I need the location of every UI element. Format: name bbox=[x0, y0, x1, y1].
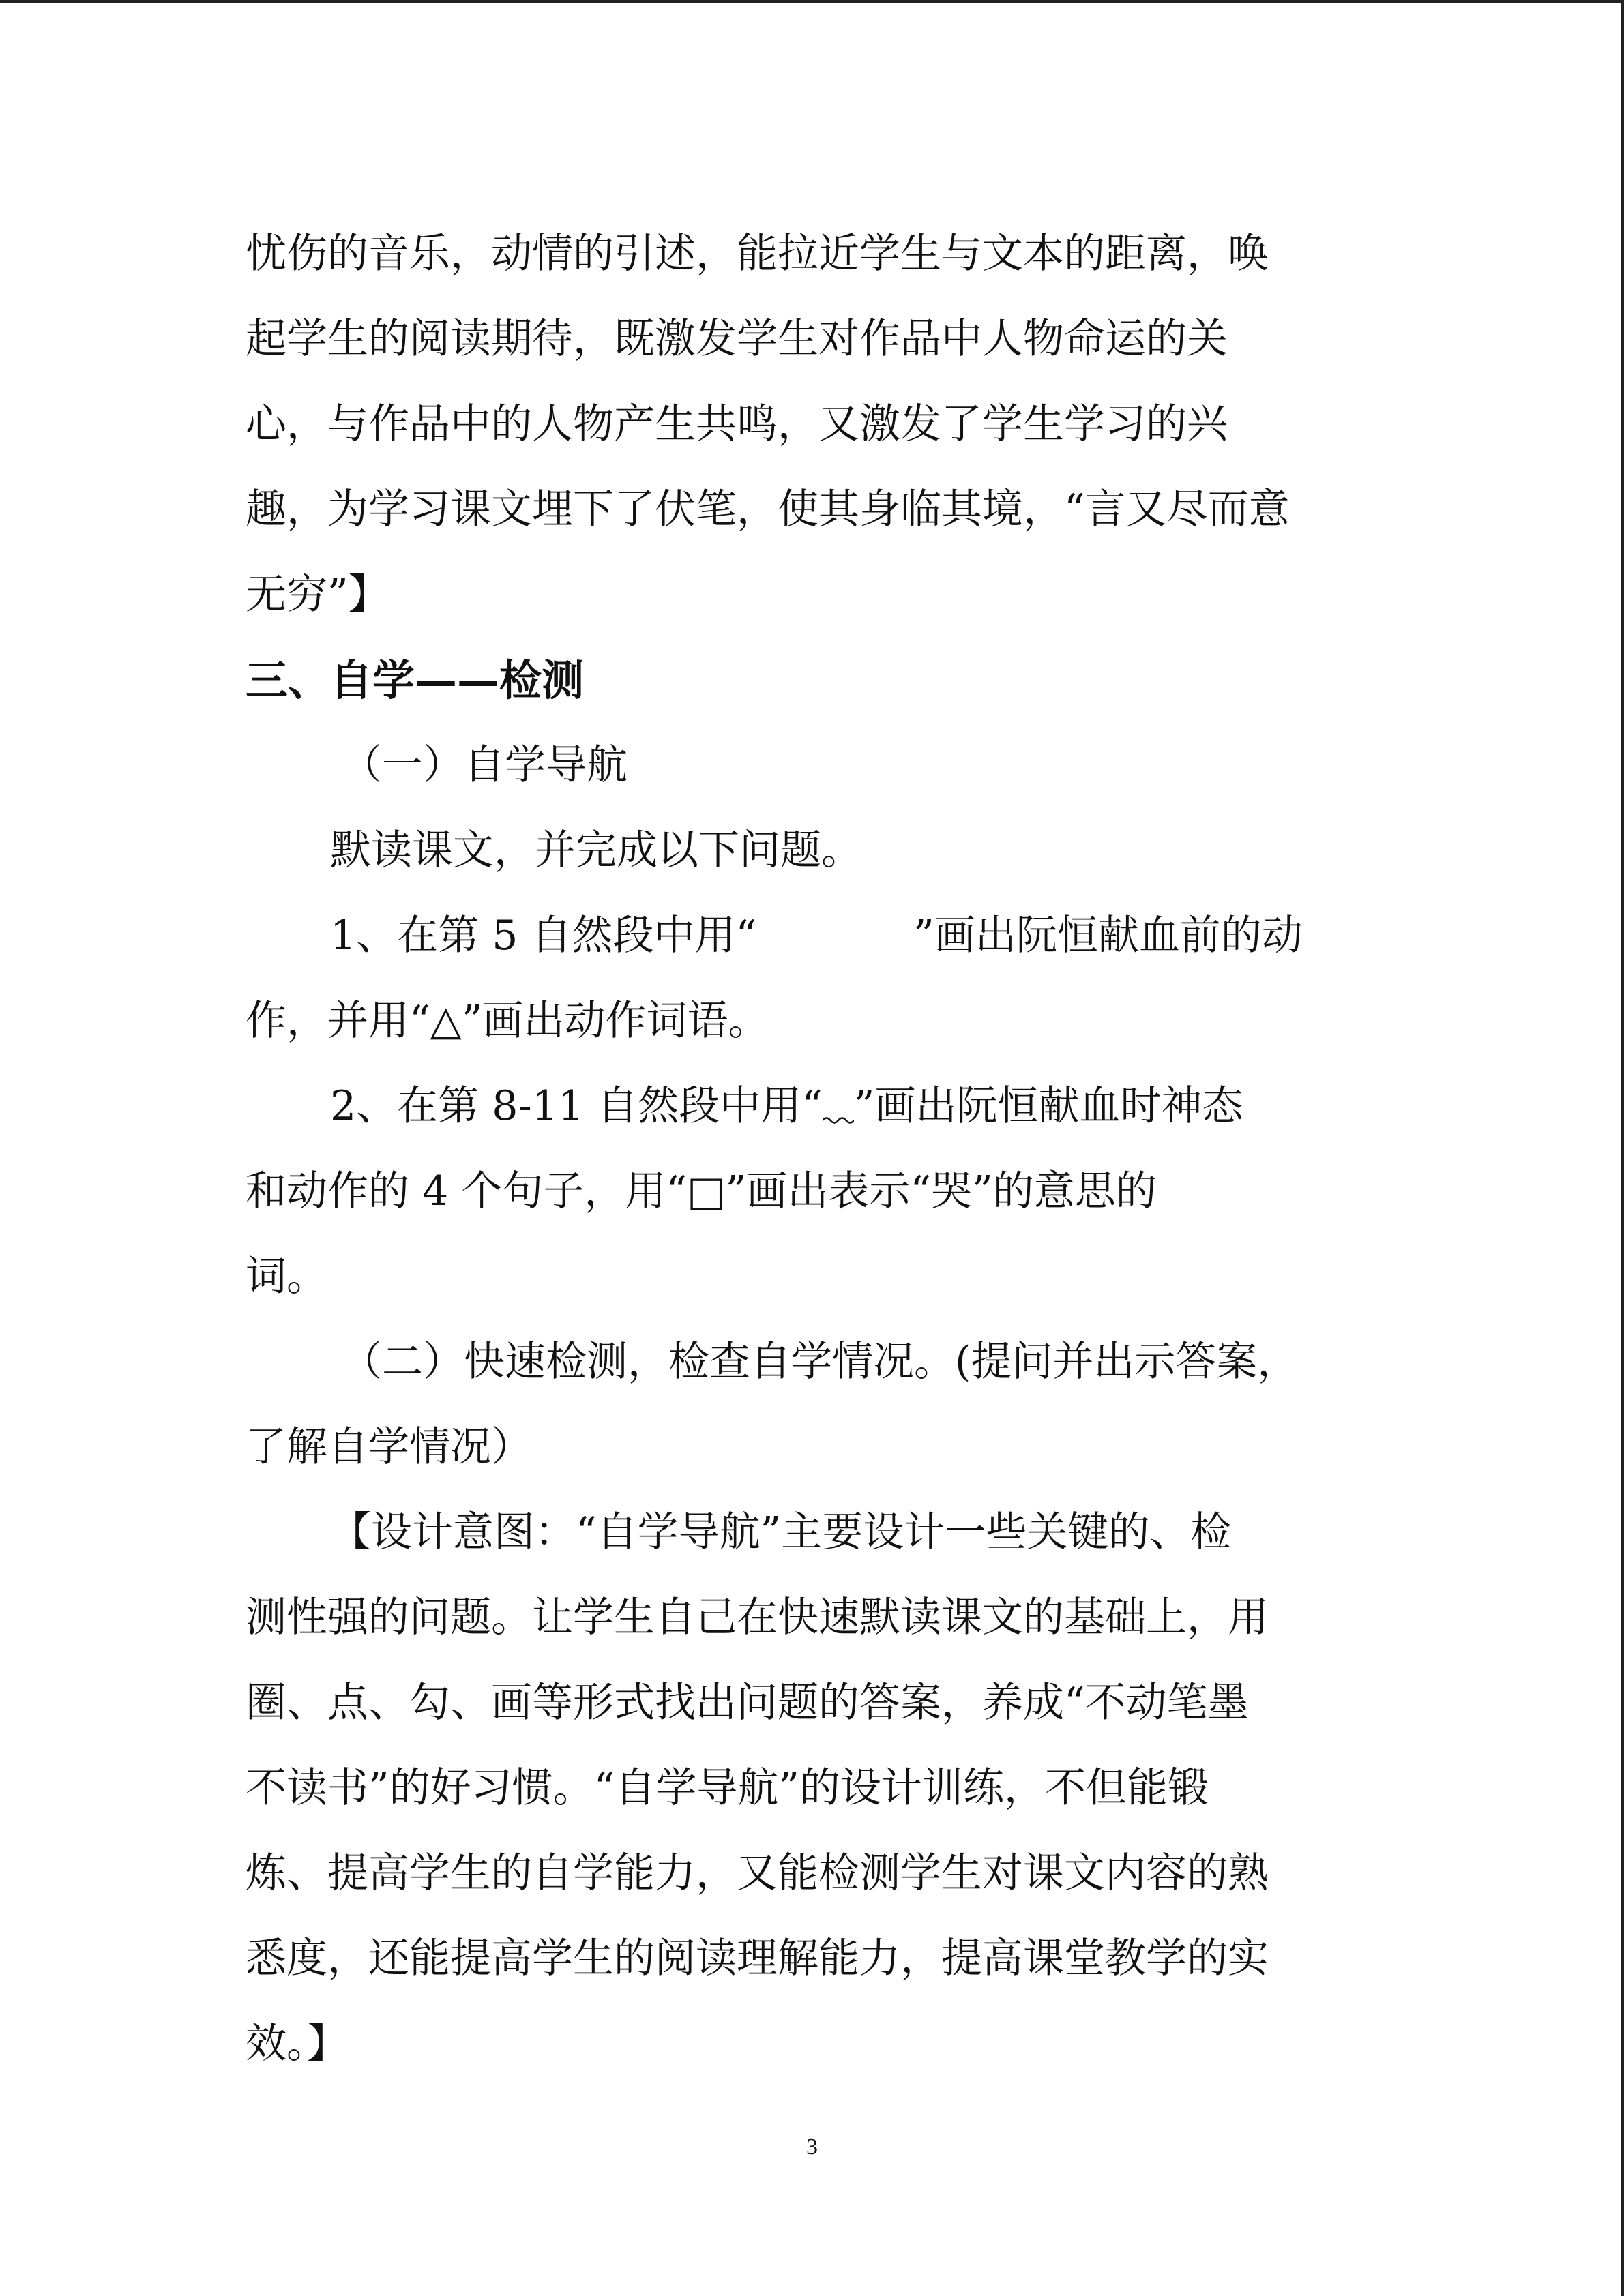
question-item-1 bbox=[246, 893, 1391, 979]
design-intent-line: 效。】 bbox=[246, 2020, 348, 2068]
subsection-title-continued: 了解自学情况） bbox=[246, 1423, 532, 1471]
section-heading: 三、自学——检测 bbox=[246, 655, 585, 705]
question-text: ”画出阮恒献血时神态 bbox=[853, 1082, 1243, 1130]
paragraph-line: 趣，为学习课文埋下了伏笔，使其身临其境，“言又尽而意 bbox=[246, 486, 1290, 533]
paragraph-line: 忧伤的音乐，动情的引述，能拉近学生与文本的距离，唤 bbox=[246, 230, 1269, 278]
question-item-2-continued: 和动作的 4 个句子，用“□”画出表示“哭”的意思的 bbox=[246, 1167, 1157, 1215]
design-intent-line: 【设计意图：“自学导航”主要设计一些关键的、检 bbox=[330, 1508, 1232, 1556]
question-text: ”画出阮恒献血前的动 bbox=[913, 912, 1303, 959]
design-intent-line: 测性强的问题。让学生自己在快速默读课文的基础上，用 bbox=[246, 1594, 1269, 1641]
paragraph-line: 无穷”】 bbox=[246, 571, 389, 618]
instruction-text: 默读课文，并完成以下问题。 bbox=[330, 826, 862, 874]
question-text: 1、在第 5 自然段中用“ bbox=[330, 912, 757, 959]
paragraph-line: 起学生的阅读期待，既激发学生对作品中人物命运的关 bbox=[246, 315, 1228, 363]
paragraph-line: 心，与作品中的人物产生共鸣，又激发了学生学习的兴 bbox=[246, 400, 1228, 448]
document-body bbox=[246, 211, 1391, 2087]
design-intent-line: 圈、点、勾、画等形式找出问题的答案，养成“不动笔墨 bbox=[246, 1679, 1249, 1727]
design-intent-line: 不读书”的好习惯。“自学导航”的设计训练，不但能锻 bbox=[246, 1764, 1209, 1812]
question-item-1-continued: 作，并用“△”画出动作词语。 bbox=[246, 997, 769, 1045]
design-intent-line: 炼、提高学生的自学能力，又能检测学生对课文内容的熟 bbox=[246, 1849, 1269, 1897]
question-item-2-continued: 词。 bbox=[246, 1253, 327, 1300]
design-intent-line: 悉度，还能提高学生的阅读理解能力，提高课堂教学的实 bbox=[246, 1935, 1269, 1982]
subsection-title: （二）快速检测，检查自学情况。(提问并出示答案， bbox=[341, 1338, 1299, 1386]
question-item-2 bbox=[246, 1064, 1391, 1149]
page-number: 3 bbox=[806, 2134, 818, 2160]
wavy-underline-mark bbox=[823, 1079, 854, 1120]
question-text: 2、在第 8-11 自然段中用“ bbox=[330, 1082, 823, 1130]
subsection-title: （一）自学导航 bbox=[341, 741, 628, 789]
